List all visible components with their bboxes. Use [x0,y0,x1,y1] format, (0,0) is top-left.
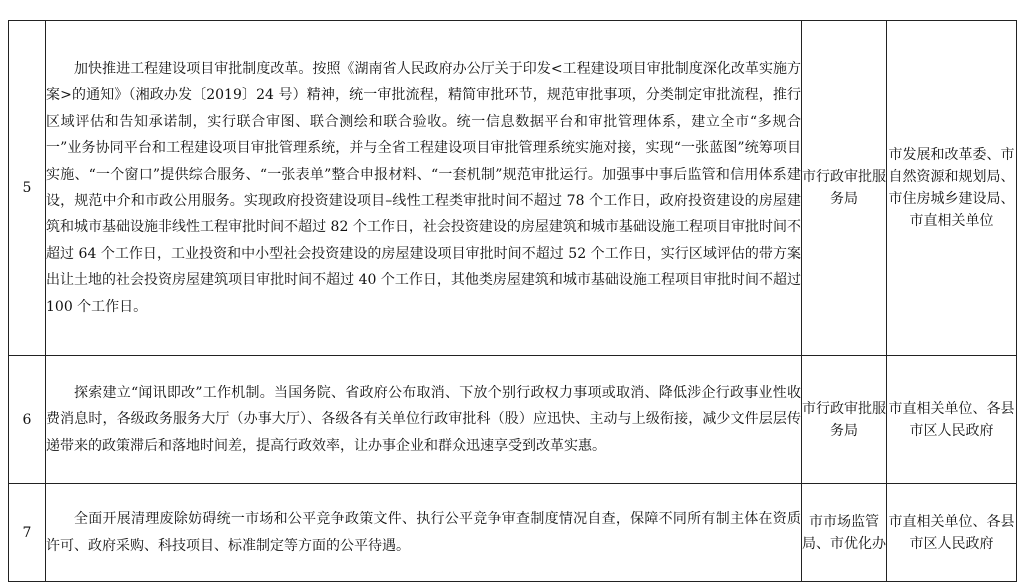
row-number: 6 [9,356,46,484]
cooperating-units: 市直相关单位、各县市区人民政府 [887,484,1017,582]
task-content: 全面开展清理废除妨碍统一市场和公平竞争政策文件、执行公平竞争审查制度情况自查，保障不同所有制主体在资质许可、政府采购、科技项目、标准制定等方面的公平待遇。 [46,511,801,554]
task-content-cell [46,484,802,582]
measures-table [8,20,1017,582]
table-row [9,356,1017,484]
cooperating-units: 市发展和改革委、市自然资源和规划局、市住房城乡建设局、 市直相关单位 [887,21,1017,356]
lead-unit: 市行政审批服务局 [802,21,887,356]
task-content: 加快推进工程建设项目审批制度改革。按照《湖南省人民政府办公厅关于印发<工程建设项目审批制度深化改革实施方案>的通知》（湘政办发〔2019〕24 号）精神，统一审批流程，精简审批环节，规范审批事项，分类制定审批流程，推行区域评估和告知承诺制，实行联合审图、联合测绘和联合验收。统一信息数据平台和审批管理体系，建立全市“多规合一”业务协同平台和工程建设项目审批管理系统，并与全省工程建设项目审批管理系统实施对接，实现“一张蓝图”统筹项目实施、“一个窗口”提供综合服务、“一张表单”整合申报材料、“一套机制”规范审批运行。加强事中事后监管和信用体系建设，规范中介和市政公用服务。实现政府投资建设项目–线性工程类审批时间不超过 78 个工作日，政府投资建设的房屋建筑和城市基础设施非线性工程审批时间不超过 82 个工作日，社会投资建设的房屋建筑和城市基础设施工程项目审批时间不超过 64 个工作日，工业投资和中小型社会投资建设的房屋建设项目审批时间不超过 52 个工作日，实行区域评估的带方案出让土地的社会投资房屋建筑项目审批时间不超过 40 个工作日，其他类房屋建筑和城市基础设施工程项目审批时间不超过 100 个工作日。 [46,60,801,315]
row-number: 5 [9,21,46,356]
cooperating-units: 市直相关单位、各县市区人民政府 [887,356,1017,484]
task-content-cell [46,21,802,356]
lead-unit: 市行政审批服务局 [802,356,887,484]
task-content: 探索建立“闻讯即改”工作机制。当国务院、省政府公布取消、下放个别行政权力事项或取消、降低涉企行政事业性收费消息时，各级政务服务大厅（办事大厅）、各级各有关单位行政审批科（股）应迅快、主动与上级衔接，减少文件层层传递带来的政策滞后和落地时间差，提高行政效率，让办事企业和群众迅速享受到改革实惠。 [46,384,801,454]
table-row [9,484,1017,582]
table-row [9,21,1017,356]
lead-unit: 市市场监管局、市优化办 [802,484,887,582]
row-number: 7 [9,484,46,582]
task-content-cell [46,356,802,484]
